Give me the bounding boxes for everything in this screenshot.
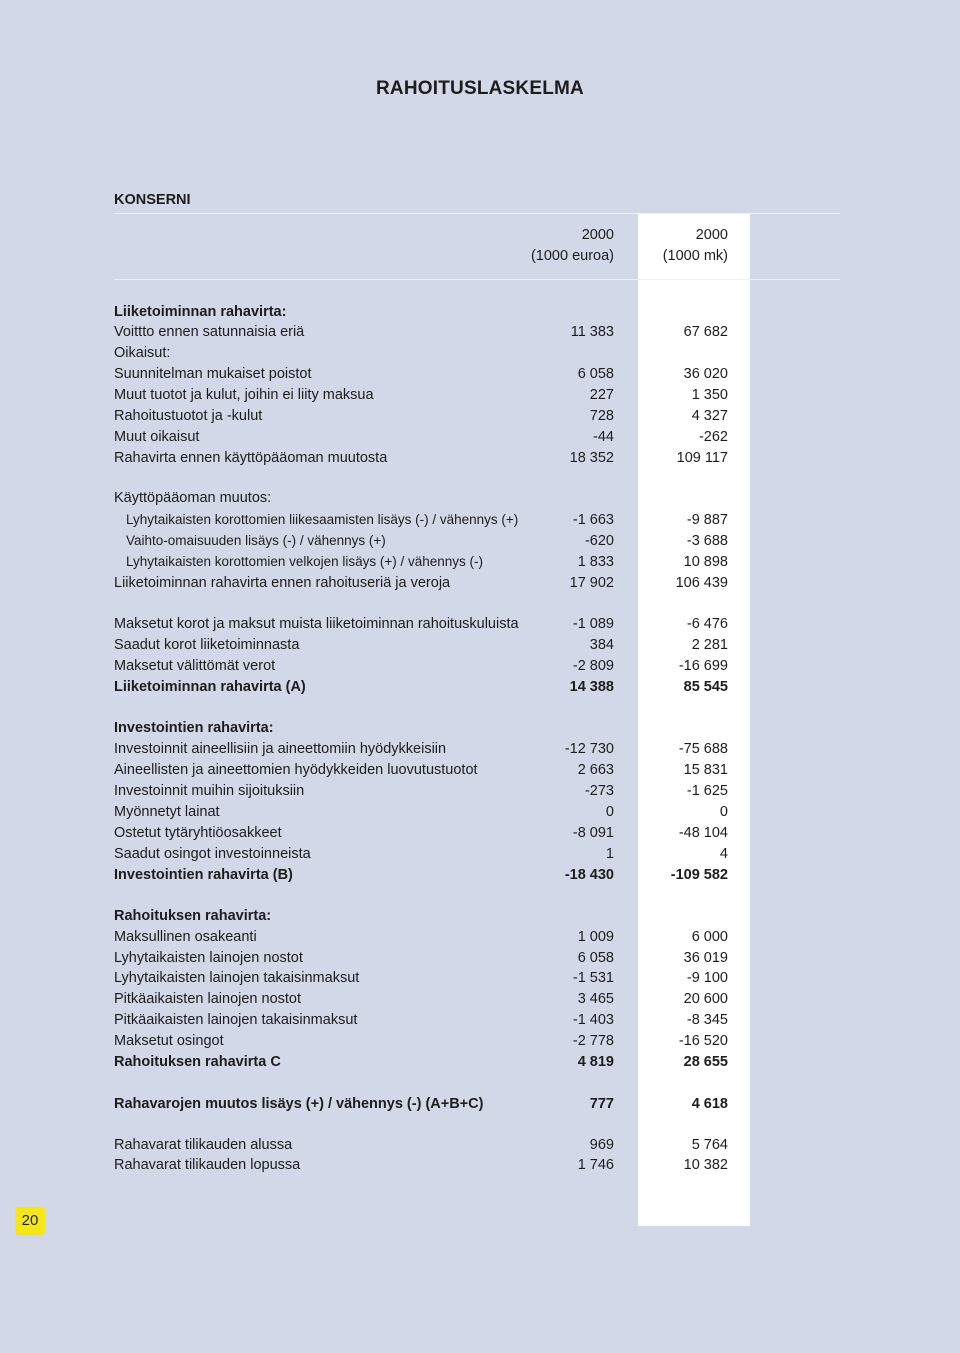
row-value-euro: 1 xyxy=(605,846,614,862)
row-label: Oikaisut: xyxy=(114,345,171,361)
table-row xyxy=(0,1010,960,1030)
row-label: Pitkäaikaisten lainojen takaisinmaksut xyxy=(114,1012,358,1028)
row-label: Liiketoiminnan rahavirta ennen rahoituseriä ja veroja xyxy=(114,575,451,591)
table-row xyxy=(0,1094,960,1114)
row-value-euro: -2 778 xyxy=(572,1033,614,1049)
row-label: Investoinnit aineellisiin ja aineettomiin hyödykkeisiin xyxy=(114,741,447,757)
table-row xyxy=(0,844,960,864)
row-label: Liiketoiminnan rahavirta (A) xyxy=(114,679,306,695)
table-row xyxy=(0,865,960,885)
row-value-mk: -75 688 xyxy=(678,741,728,757)
row-value-mk: -262 xyxy=(698,429,728,445)
row-label: Voittto ennen satunnaisia eriä xyxy=(114,324,305,340)
row-value-euro: 1 009 xyxy=(577,929,614,945)
row-label: Myönnetyt lainat xyxy=(114,804,220,820)
row-value-euro: -8 091 xyxy=(572,825,614,841)
row-value-euro: 6 058 xyxy=(577,366,614,382)
table-row xyxy=(0,614,960,634)
table-row xyxy=(0,1135,960,1155)
row-value-euro: 227 xyxy=(589,387,614,403)
row-value-mk: 67 682 xyxy=(683,324,728,340)
row-value-euro: -1 663 xyxy=(572,512,614,528)
table-row xyxy=(0,927,960,947)
row-value-mk: -109 582 xyxy=(670,867,728,883)
table-row xyxy=(0,635,960,655)
row-value-mk: 2 281 xyxy=(691,637,728,653)
row-value-euro: 14 388 xyxy=(569,679,614,695)
row-value-mk: 106 439 xyxy=(675,575,728,591)
row-value-mk: 6 000 xyxy=(691,929,728,945)
row-value-mk: 0 xyxy=(719,804,728,820)
table-row xyxy=(0,448,960,468)
row-value-mk: 1 350 xyxy=(691,387,728,403)
row-label: Muut tuotot ja kulut, joihin ei liity maksua xyxy=(114,387,374,403)
row-value-euro: 1 746 xyxy=(577,1157,614,1173)
row-value-mk: 5 764 xyxy=(691,1137,728,1153)
row-label: Maksetut korot ja maksut muista liiketoiminnan rahoituskuluista xyxy=(114,616,519,632)
table-row xyxy=(0,531,960,551)
row-label: Rahavarojen muutos lisäys (+) / vähennys (-) (A+B+C) xyxy=(114,1096,484,1112)
page-number: 20 xyxy=(15,1207,45,1235)
table-row xyxy=(0,948,960,968)
table-row xyxy=(0,552,960,572)
table-row xyxy=(0,802,960,822)
row-label: Maksetut välittömät verot xyxy=(114,658,276,674)
row-value-mk: 36 020 xyxy=(683,366,728,382)
row-value-euro: 969 xyxy=(589,1137,614,1153)
row-value-euro: 384 xyxy=(589,637,614,653)
row-label: Lyhytaikaisten korottomien velkojen lisäys (+) / vähennys (-) xyxy=(126,554,484,569)
table-row xyxy=(0,989,960,1009)
row-value-euro: -12 730 xyxy=(564,741,614,757)
row-value-euro: -18 430 xyxy=(564,867,614,883)
row-label: Lyhytaikaisten lainojen nostot xyxy=(114,950,303,966)
row-value-euro: -2 809 xyxy=(572,658,614,674)
row-value-mk: 10 382 xyxy=(683,1157,728,1173)
row-label: Aineellisten ja aineettomien hyödykkeiden luovutustuotot xyxy=(114,762,478,778)
table-row xyxy=(0,677,960,697)
table-row xyxy=(0,343,960,363)
row-value-mk: 20 600 xyxy=(683,991,728,1007)
row-label: Investoinnit muihin sijoituksiin xyxy=(114,783,305,799)
row-value-mk: -48 104 xyxy=(678,825,728,841)
column-1-year: 2000 xyxy=(581,227,614,243)
row-value-euro: -1 089 xyxy=(572,616,614,632)
row-label: Ostetut tytäryhtiöosakkeet xyxy=(114,825,282,841)
page-title: RAHOITUSLASKELMA xyxy=(376,78,584,99)
row-label: Saadut korot liiketoiminnasta xyxy=(114,637,300,653)
table-row xyxy=(0,718,960,738)
row-label: Maksullinen osakeanti xyxy=(114,929,257,945)
row-value-euro: 777 xyxy=(589,1096,614,1112)
row-value-mk: -8 345 xyxy=(686,1012,728,1028)
row-value-euro: 17 902 xyxy=(569,575,614,591)
row-label: Rahoituksen rahavirta: xyxy=(114,908,272,924)
header-divider-top xyxy=(114,213,840,214)
row-value-euro: -273 xyxy=(584,783,614,799)
row-value-mk: -16 520 xyxy=(678,1033,728,1049)
table-row xyxy=(0,656,960,676)
row-value-euro: -1 403 xyxy=(572,1012,614,1028)
table-row xyxy=(0,1155,960,1175)
row-value-mk: 109 117 xyxy=(676,450,728,466)
row-label: Rahavarat tilikauden lopussa xyxy=(114,1157,301,1173)
row-label: Lyhytaikaisten lainojen takaisinmaksut xyxy=(114,970,360,986)
row-value-mk: 15 831 xyxy=(683,762,728,778)
row-value-mk: 10 898 xyxy=(683,554,728,570)
table-row xyxy=(0,1031,960,1051)
table-row xyxy=(0,968,960,988)
section-label: KONSERNI xyxy=(114,192,191,208)
column-2-year: 2000 xyxy=(695,227,728,243)
row-label: Investointien rahavirta (B) xyxy=(114,867,293,883)
table-row xyxy=(0,406,960,426)
row-label: Pitkäaikaisten lainojen nostot xyxy=(114,991,302,1007)
row-label: Investointien rahavirta: xyxy=(114,720,274,736)
row-value-euro: -44 xyxy=(593,429,614,445)
header-divider-bottom xyxy=(114,279,840,280)
table-row xyxy=(0,573,960,593)
table-row xyxy=(0,739,960,759)
row-value-mk: -9 887 xyxy=(686,512,728,528)
row-label: Rahavarat tilikauden alussa xyxy=(114,1137,293,1153)
table-row xyxy=(0,823,960,843)
row-label: Maksetut osingot xyxy=(114,1033,224,1049)
row-value-euro: 4 819 xyxy=(577,1054,614,1070)
column-2-unit: (1000 mk) xyxy=(662,248,728,264)
row-label: Liiketoiminnan rahavirta: xyxy=(114,304,287,320)
row-value-euro: 2 663 xyxy=(577,762,614,778)
row-value-euro: 1 833 xyxy=(577,554,614,570)
row-value-mk: 4 618 xyxy=(691,1096,728,1112)
table-row xyxy=(0,510,960,530)
row-value-euro: 728 xyxy=(589,408,614,424)
row-value-mk: -9 100 xyxy=(686,970,728,986)
table-row xyxy=(0,322,960,342)
row-value-mk: -6 476 xyxy=(686,616,728,632)
row-value-mk: 36 019 xyxy=(683,950,728,966)
row-label: Lyhytaikaisten korottomien liikesaamisten lisäys (-) / vähennys (+) xyxy=(126,512,519,527)
row-value-euro: 6 058 xyxy=(577,950,614,966)
row-label: Käyttöpääoman muutos: xyxy=(114,490,272,506)
row-value-mk: -16 699 xyxy=(678,658,728,674)
table-row xyxy=(0,906,960,926)
row-label: Rahoituksen rahavirta C xyxy=(114,1054,281,1070)
row-value-mk: -3 688 xyxy=(686,533,728,549)
row-value-euro: 3 465 xyxy=(577,991,614,1007)
row-label: Suunnitelman mukaiset poistot xyxy=(114,366,312,382)
row-label: Muut oikaisut xyxy=(114,429,200,445)
row-value-euro: -1 531 xyxy=(572,970,614,986)
row-label: Rahoitustuotot ja -kulut xyxy=(114,408,263,424)
row-value-euro: 11 383 xyxy=(570,324,614,340)
row-value-euro: 18 352 xyxy=(569,450,614,466)
table-row xyxy=(0,1052,960,1072)
table-row xyxy=(0,364,960,384)
row-value-euro: 0 xyxy=(605,804,614,820)
table-row xyxy=(0,488,960,508)
table-row xyxy=(0,760,960,780)
table-row xyxy=(0,781,960,801)
table-row xyxy=(0,427,960,447)
row-label: Rahavirta ennen käyttöpääoman muutosta xyxy=(114,450,388,466)
row-value-mk: -1 625 xyxy=(686,783,728,799)
row-value-mk: 28 655 xyxy=(683,1054,728,1070)
row-value-mk: 85 545 xyxy=(683,679,728,695)
row-value-mk: 4 xyxy=(719,846,728,862)
column-1-unit: (1000 euroa) xyxy=(530,248,614,264)
table-row xyxy=(0,302,960,322)
table-row xyxy=(0,385,960,405)
row-label: Vaihto-omaisuuden lisäys (-) / vähennys (+) xyxy=(126,533,386,548)
row-value-euro: -620 xyxy=(584,533,614,549)
row-label: Saadut osingot investoinneista xyxy=(114,846,311,862)
row-value-mk: 4 327 xyxy=(691,408,728,424)
